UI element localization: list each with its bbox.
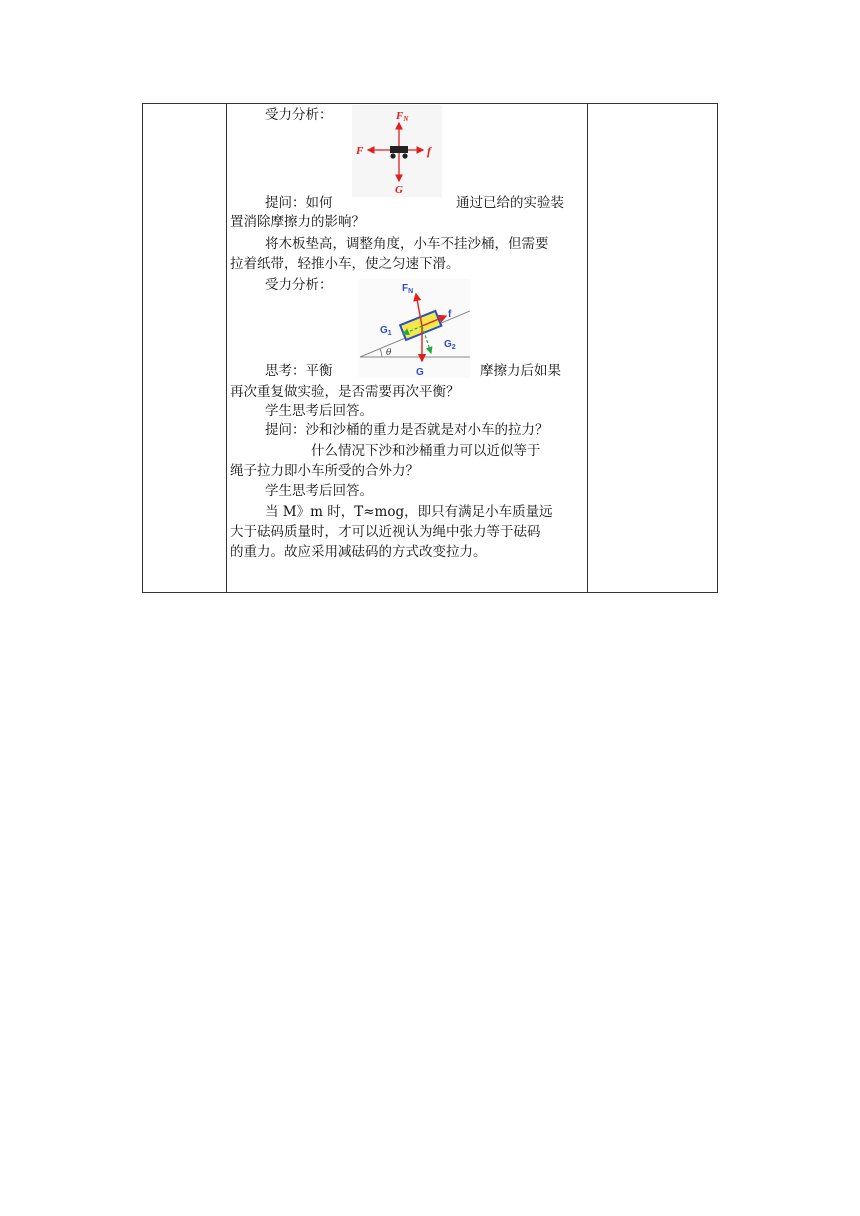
g2-subscript: 2	[451, 344, 456, 351]
text-line: 学生思考后回答。	[265, 483, 373, 499]
cart-wheel	[402, 153, 407, 158]
text-line: 提问：沙和沙桶的重力是否就是对小车的拉力？	[265, 422, 549, 438]
text-line: 置消除摩擦力的影响？	[230, 214, 365, 230]
cart-body	[390, 146, 408, 153]
friction-label: f	[448, 309, 452, 320]
fn-label: F	[402, 283, 409, 294]
text-line: 将木板垫高，调整角度，小车不挂沙桶，但需要	[265, 236, 549, 252]
column-divider-2	[587, 104, 588, 592]
angle-arc	[380, 349, 382, 357]
cart-wheel	[390, 153, 395, 158]
text-line: 提问：如何	[265, 195, 333, 211]
fn-subscript: N	[408, 288, 414, 295]
svg-text:G1	[380, 325, 392, 337]
g1-subscript: 1	[387, 330, 392, 337]
text-line: 拉着纸带，轻推小车，使之匀速下滑。	[230, 256, 460, 272]
text-line: 受力分析：	[265, 107, 333, 123]
g-label: G	[416, 367, 424, 378]
svg-text:FN	[402, 283, 413, 295]
force-diagram-incline	[358, 279, 470, 378]
svg-text:G2	[444, 339, 456, 351]
text-line: 学生思考后回答。	[265, 403, 373, 419]
column-divider-1	[226, 104, 227, 592]
text-line: 什么情况下沙和沙桶重力可以近似等于	[311, 443, 541, 459]
fn-label: F	[396, 110, 404, 122]
text-line: 大于砝码质量时，才可以近视认为绳中张力等于砝码	[230, 524, 541, 540]
text-line: 摩擦力后如果	[480, 363, 561, 379]
g1-label: G	[380, 325, 388, 336]
text-line: 受力分析：	[265, 277, 333, 293]
f-pull-label: F	[356, 145, 364, 157]
friction-label: f	[427, 144, 431, 158]
text-line: 绳子拉力即小车所受的合外力？	[230, 463, 419, 479]
text-line: 再次重复做实验，是否需要再次平衡？	[230, 384, 460, 400]
theta-label: θ	[386, 348, 392, 358]
force-diagram-flat	[352, 105, 442, 197]
g2-label: G	[444, 339, 452, 350]
text-line: 思考：平衡	[265, 363, 333, 379]
svg-text:FN	[395, 110, 409, 123]
fn-subscript: N	[403, 115, 409, 123]
text-line: 的重力。故应采用减砝码的方式改变拉力。	[230, 544, 487, 560]
text-line: 通过已给的实验装	[456, 195, 564, 211]
g-label: G	[395, 184, 403, 196]
text-line: 当 M》m 时，T≈mog，即只有满足小车质量远	[265, 504, 553, 520]
